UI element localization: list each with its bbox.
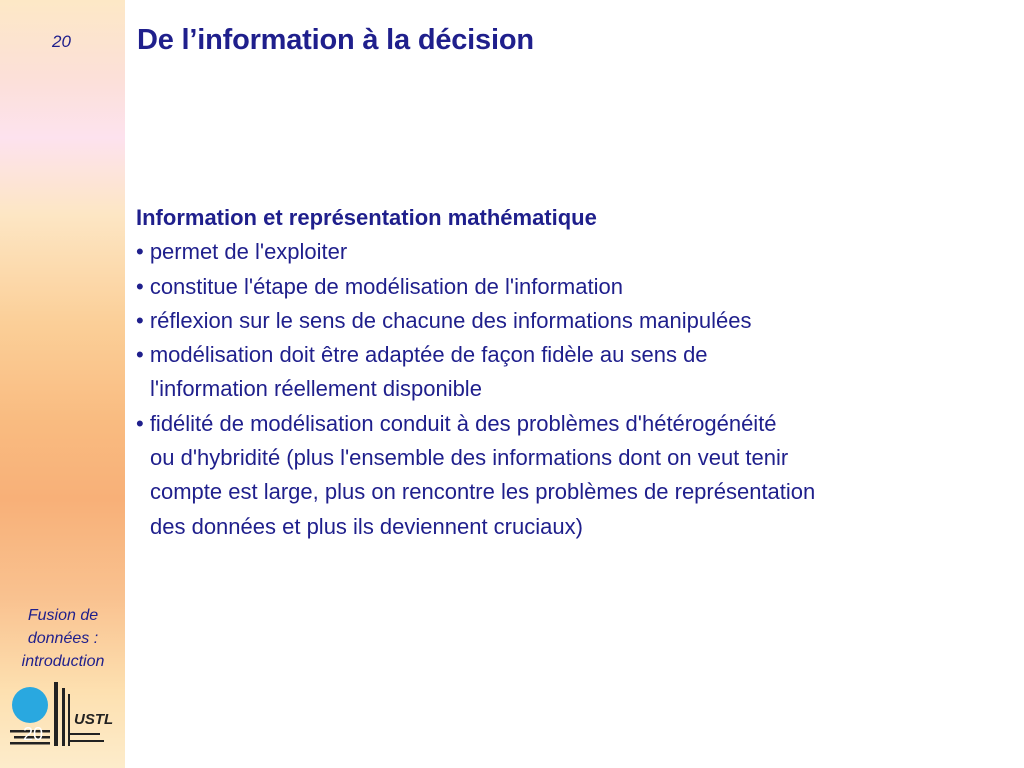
logo-circle <box>12 687 48 723</box>
side-caption-line: Fusion de <box>27 607 99 624</box>
side-caption <box>4 604 122 673</box>
logo-bar <box>62 688 65 746</box>
bullet-continuation: des données et plus ils deviennent cruciaux) <box>150 513 583 539</box>
bullet-item: • réflexion sur le sens de chacune des informations manipulées <box>136 307 752 333</box>
bullet-item: • fidélité de modélisation conduit à des problèmes d'hétérogénéité <box>136 410 777 436</box>
content-heading: Information et représentation mathématique <box>136 205 597 230</box>
logo-bar <box>54 682 58 746</box>
bullet-item: • constitue l'étape de modélisation de l'information <box>136 273 623 299</box>
bullet-continuation: ou d'hybridité (plus l'ensemble des informations dont on veut tenir <box>150 445 789 471</box>
logo-bar <box>68 694 70 746</box>
page-number: 20 <box>52 32 71 51</box>
bullet-item: • modélisation doit être adaptée de façon fidèle au sens de <box>136 342 708 368</box>
logo-text: USTL <box>74 711 114 728</box>
slide-content <box>136 201 1016 544</box>
bullet-continuation: l'information réellement disponible <box>150 376 482 402</box>
side-caption-line: introduction <box>21 653 105 670</box>
bullet-item: • permet de l'exploiter <box>136 239 348 265</box>
logo-line <box>70 733 100 735</box>
bullet-continuation: compte est large, plus on rencontre les problèmes de représentation <box>150 479 816 505</box>
logo-line <box>70 740 104 742</box>
logo-number: 20 <box>23 724 44 744</box>
slide-title: De l’information à la décision <box>137 24 534 56</box>
side-caption-line: données : <box>27 630 99 647</box>
